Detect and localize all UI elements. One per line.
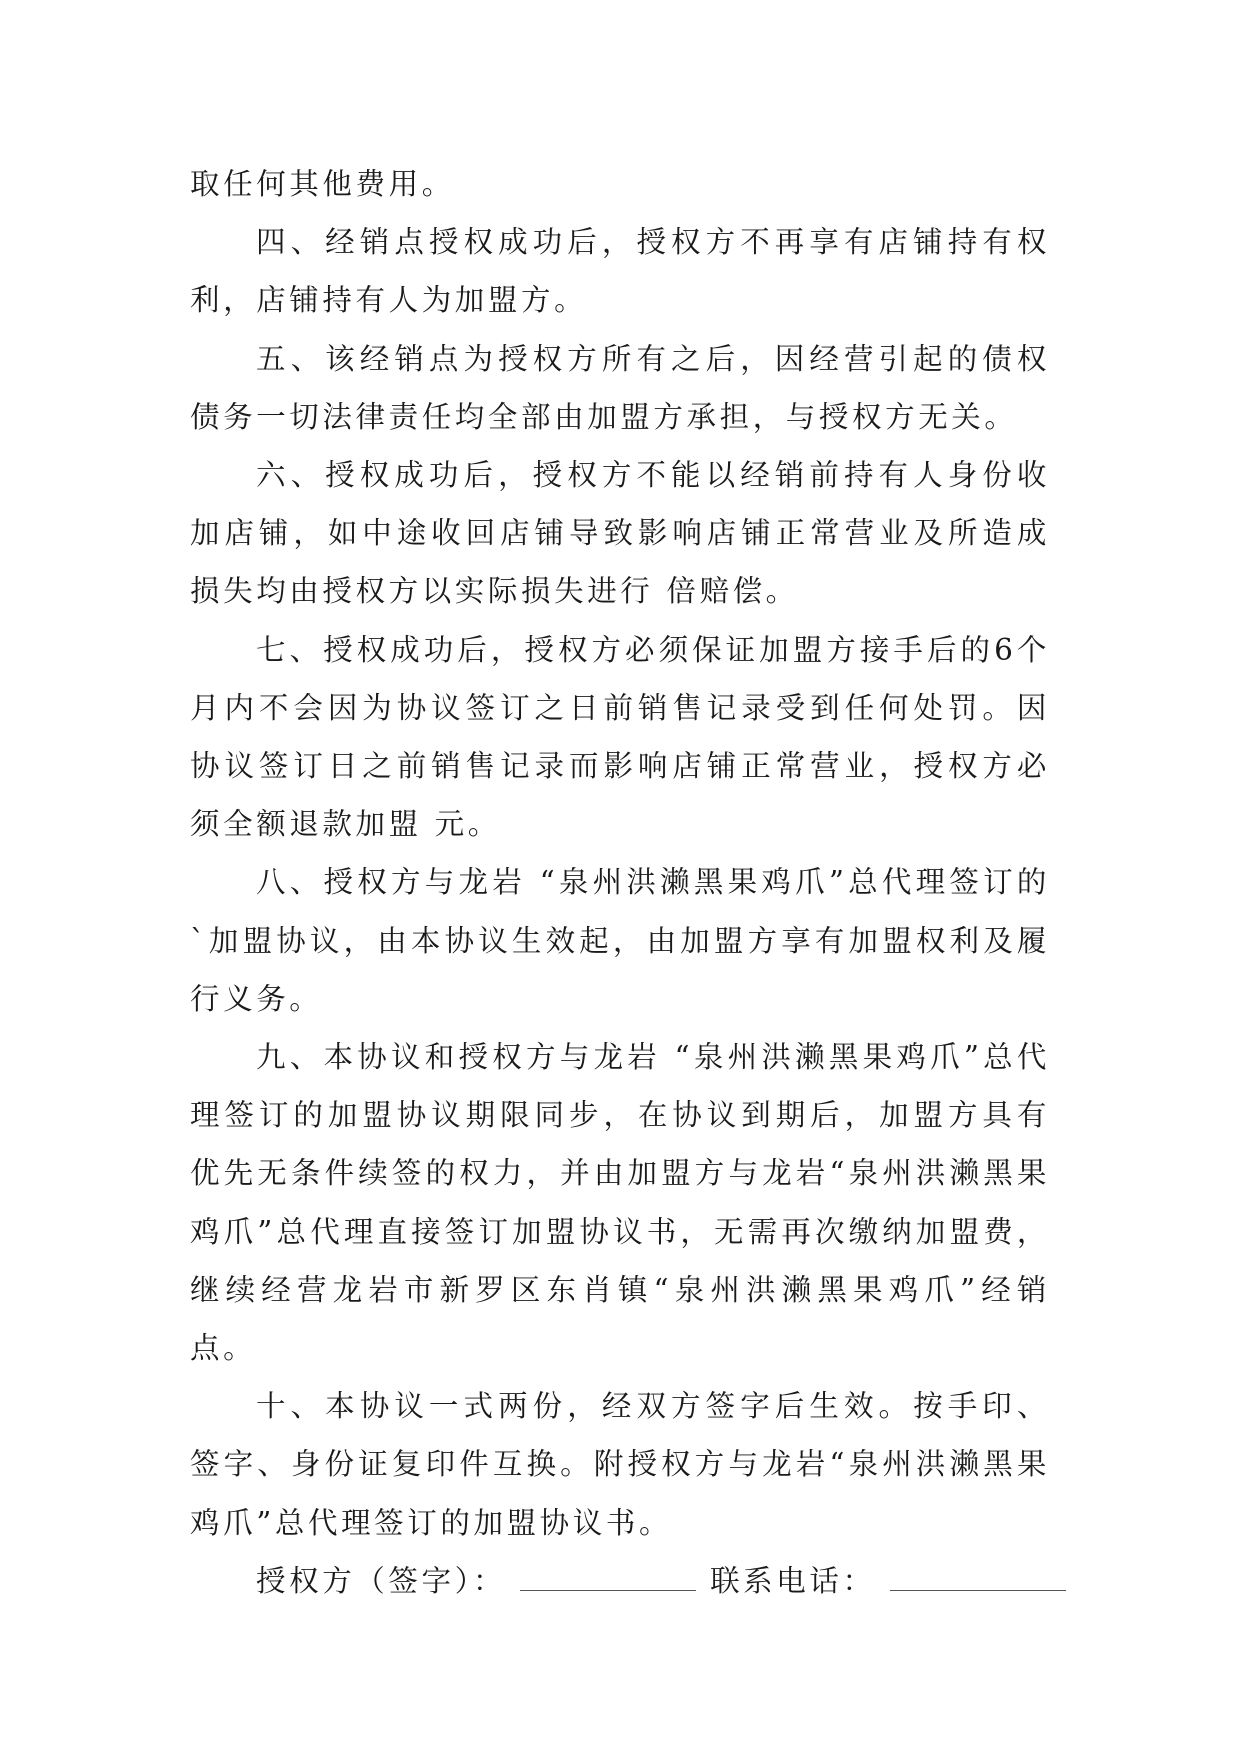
clause-10: 十、本协议一式两份，经双方签字后生效。按手印、签字、身份证复印件互换。附授权方与龙岩“泉州洪濑黑果鸡爪”总代理签订的加盟协议书。: [190, 1389, 1050, 1540]
authorizer-signature-blank[interactable]: [520, 1568, 696, 1591]
clause-6: 六、授权成功后，授权方不能以经销前持有人身份收加店铺，如中途收回店铺导致影响店铺正常营业及所造成损失均由授权方以实际损失进行 倍赔偿。: [190, 458, 1050, 609]
clause-continuation: 取任何其他费用。: [190, 167, 455, 201]
agreement-body: [190, 155, 1050, 1610]
clause-7: 七、授权成功后，授权方必须保证加盟方接手后的6个月内不会因为协议签订之日前销售记录受到任何处罚。因协议签订日之前销售记录而影响店铺正常营业，授权方必须全额退款加盟 元。: [190, 632, 1050, 842]
phone-blank[interactable]: [890, 1568, 1066, 1591]
phone-label: 联系电话：: [710, 1563, 876, 1598]
clause-8: 八、授权方与龙岩 “泉州洪濑黑果鸡爪”总代理签订的`加盟协议，由本协议生效起，由加盟方享有加盟权利及履行义务。: [190, 865, 1050, 1016]
signature-line: [190, 1552, 1050, 1610]
clause-5: 五、该经销点为授权方所有之后，因经营引起的债权债务一切法律责任均全部由加盟方承担，与授权方无关。: [190, 341, 1050, 434]
clause-4: 四、经销点授权成功后，授权方不再享有店铺持有权利，店铺持有人为加盟方。: [190, 225, 1050, 318]
clause-9: 九、本协议和授权方与龙岩 “泉州洪濑黑果鸡爪”总代理签订的加盟协议期限同步，在协议到期后，加盟方具有优先无条件续签的权力，并由加盟方与龙岩“泉州洪濑黑果鸡爪”总代理直接签订加盟协议书，无需再次缴纳加盟费，继续经营龙岩市新罗区东肖镇“泉州洪濑黑果鸡爪”经销点。: [190, 1040, 1050, 1366]
authorizer-signature-label: 授权方（签字）：: [256, 1563, 507, 1598]
